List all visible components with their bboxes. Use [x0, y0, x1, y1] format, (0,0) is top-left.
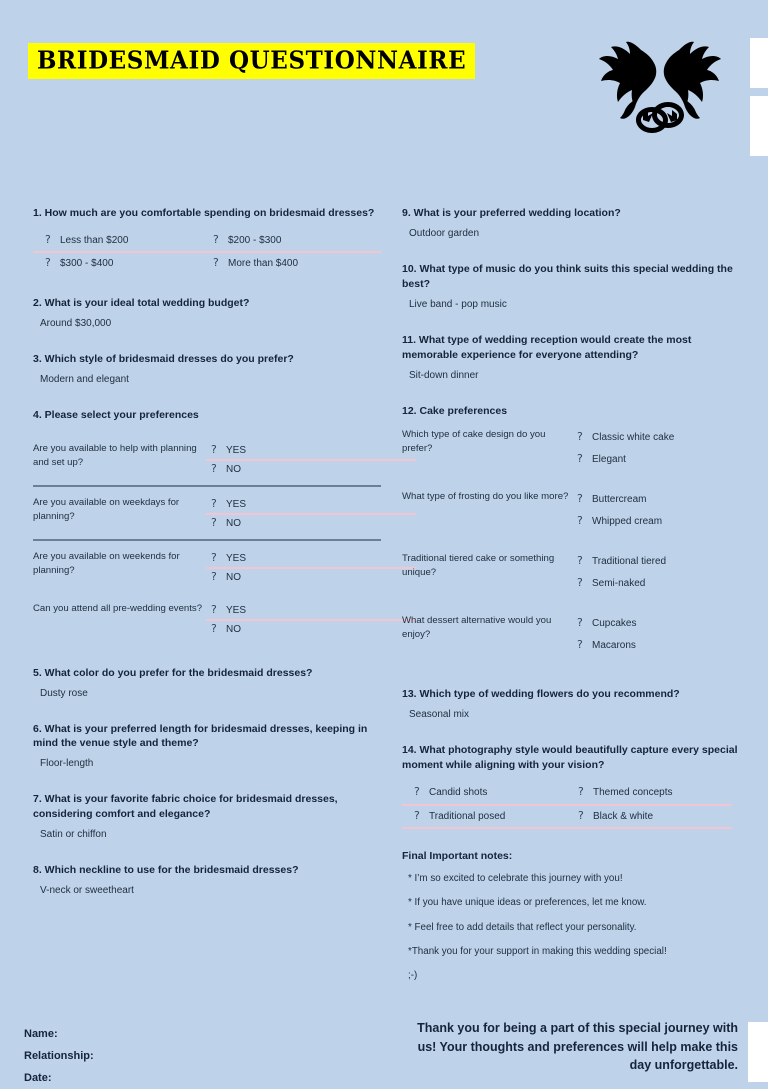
- question-4-block: [33, 408, 381, 645]
- row-options: [577, 428, 742, 471]
- field-label-name[interactable]: Name:: [24, 1028, 58, 1040]
- option-label: Traditional tiered: [592, 556, 667, 568]
- question-6-text: 6. What is your preferred length for bridesmaid dresses, keeping in mind the venue style and theme?: [33, 722, 368, 750]
- option-label: NO: [226, 518, 241, 530]
- option-item[interactable]: [414, 806, 578, 828]
- question-10-answer[interactable]: Live band - pop music: [409, 298, 507, 310]
- option-label: Macarons: [592, 639, 636, 651]
- option-label: Traditional posed: [429, 810, 506, 822]
- option-item[interactable]: [213, 230, 381, 252]
- row-prompt: Can you attend all pre-wedding events?: [33, 602, 203, 614]
- option-item[interactable]: [577, 512, 742, 534]
- option-item[interactable]: [211, 602, 416, 620]
- option-item[interactable]: [45, 253, 213, 275]
- row-options: [577, 490, 742, 533]
- question-3-answer[interactable]: Modern and elegant: [40, 373, 129, 385]
- question-11-block: [402, 333, 742, 383]
- row-prompt: What dessert alternative would you enjoy?: [402, 615, 552, 641]
- option-label: Less than $200: [60, 234, 129, 246]
- question-13-text: 13. Which type of wedding flowers do you recommend?: [402, 688, 680, 701]
- checkbox-icon[interactable]: ?: [577, 575, 583, 589]
- option-label: Whipped cream: [592, 515, 663, 527]
- note-line: * Feel free to add details that reflect your personality.: [408, 921, 637, 933]
- option-label: Candid shots: [429, 787, 488, 799]
- questionnaire-body: [0, 206, 768, 996]
- note-line: * I’m so excited to celebrate this journey with you!: [408, 872, 623, 884]
- checkbox-icon[interactable]: ?: [211, 442, 217, 456]
- option-item[interactable]: [578, 782, 742, 804]
- question-2-text: 2. What is your ideal total wedding budget?: [33, 296, 250, 309]
- note-line: *Thank you for your support in making this wedding special!: [408, 945, 667, 957]
- checkbox-icon[interactable]: ?: [577, 430, 583, 444]
- checkbox-icon[interactable]: ?: [213, 232, 219, 246]
- option-item[interactable]: [211, 550, 416, 568]
- question-14-options: [414, 782, 742, 829]
- question-6-block: [33, 722, 381, 772]
- checkbox-icon[interactable]: ?: [45, 256, 51, 270]
- question-9-text: 9. What is your preferred wedding location?: [402, 207, 621, 219]
- checkbox-icon[interactable]: ?: [211, 602, 217, 616]
- option-label: Classic white cake: [592, 432, 675, 444]
- option-label: YES: [226, 498, 247, 510]
- option-item[interactable]: [45, 230, 213, 252]
- table-row: [33, 593, 381, 645]
- question-1-block: [33, 206, 381, 275]
- question-8-block: [33, 863, 381, 898]
- table-row: [33, 433, 381, 485]
- field-label-date[interactable]: Date:: [24, 1072, 52, 1084]
- question-9-block: [402, 206, 742, 241]
- note-line: * If you have unique ideas or preferences, let me know.: [408, 897, 647, 909]
- option-label: Semi-naked: [592, 577, 646, 589]
- checkbox-icon[interactable]: ?: [578, 808, 584, 822]
- checkbox-icon[interactable]: ?: [414, 808, 420, 822]
- edge-placeholder-box-1: [750, 38, 768, 88]
- option-item[interactable]: [414, 782, 578, 804]
- row-prompt: Traditional tiered cake or something unique?: [402, 553, 555, 579]
- question-4-text: 4. Please select your preferences: [33, 408, 199, 421]
- option-label: NO: [226, 624, 241, 636]
- option-label: NO: [226, 572, 241, 584]
- option-item[interactable]: [211, 621, 416, 639]
- question-7-text: 7. What is your favorite fabric choice for bridesmaid dresses, considering comfort and elegance?: [33, 793, 338, 821]
- option-label: More than $400: [228, 258, 299, 270]
- option-item[interactable]: [577, 574, 742, 596]
- table-row: [33, 487, 381, 539]
- checkbox-icon[interactable]: ?: [577, 513, 583, 527]
- option-label: Cupcakes: [592, 618, 637, 630]
- question-14-text: 14. What photography style would beautifully capture every special moment while aligning with your vision?: [402, 744, 738, 772]
- question-1-options: [45, 230, 381, 275]
- page-footer: [0, 1005, 768, 1082]
- page-header: [0, 0, 768, 175]
- option-label: NO: [226, 464, 241, 476]
- option-item[interactable]: [211, 461, 416, 479]
- checkbox-icon[interactable]: ?: [578, 785, 584, 799]
- question-1-text: 1. How much are you comfortable spending on bridesmaid dresses?: [33, 207, 375, 219]
- checkbox-icon[interactable]: ?: [577, 492, 583, 506]
- question-2-answer[interactable]: Around $30,000: [40, 317, 112, 329]
- checkbox-icon[interactable]: ?: [211, 622, 217, 636]
- pink-underline: [402, 827, 732, 829]
- option-item[interactable]: [211, 569, 416, 587]
- table-row: [402, 480, 742, 542]
- left-column: [33, 206, 381, 919]
- row-options: [211, 550, 416, 587]
- question-12-text: 12. Cake preferences: [402, 404, 508, 417]
- question-5-answer[interactable]: Dusty rose: [40, 687, 88, 699]
- option-item[interactable]: [577, 636, 742, 658]
- option-item[interactable]: [211, 496, 416, 514]
- option-item[interactable]: [211, 515, 416, 533]
- option-label: Elegant: [592, 453, 626, 465]
- row-options: [211, 602, 416, 639]
- question-11-answer[interactable]: Sit-down dinner: [409, 369, 479, 381]
- checkbox-icon[interactable]: ?: [211, 462, 217, 476]
- signature-fields: [24, 1023, 94, 1089]
- checkbox-icon[interactable]: ?: [211, 570, 217, 584]
- checkbox-icon[interactable]: ?: [577, 554, 583, 568]
- checkbox-icon[interactable]: ?: [213, 256, 219, 270]
- row-options: [211, 442, 416, 479]
- question-12-block: [402, 404, 742, 667]
- option-label: YES: [226, 604, 247, 616]
- final-notes-title: Final Important notes:: [402, 850, 513, 863]
- question-11-text: 11. What type of wedding reception would create the most memorable experience for everyone attending?: [402, 333, 692, 361]
- question-10-text: 10. What type of music do you think suits this special wedding the best?: [402, 262, 733, 290]
- checkbox-icon[interactable]: ?: [211, 516, 217, 530]
- table-row: [402, 604, 742, 666]
- row-options: [211, 496, 416, 533]
- option-label: Buttercream: [592, 494, 647, 506]
- option-label: Themed concepts: [593, 787, 673, 799]
- question-6-answer[interactable]: Floor-length: [40, 758, 94, 770]
- edge-placeholder-box-2: [750, 96, 768, 156]
- question-3-block: [33, 352, 381, 387]
- option-label: YES: [226, 552, 247, 564]
- question-13-answer[interactable]: Seasonal mix: [409, 709, 470, 721]
- table-row: [402, 418, 742, 480]
- question-10-block: [402, 262, 742, 312]
- thank-you-message: Thank you for being a part of this special journey with us! Your thoughts and preferences will help make this day unforgettable.: [417, 1021, 738, 1072]
- field-label-relationship[interactable]: Relationship:: [24, 1050, 94, 1062]
- row-prompt: Which type of cake design do you prefer?: [402, 429, 546, 455]
- question-7-answer[interactable]: Satin or chiffon: [40, 829, 107, 841]
- option-item[interactable]: [577, 450, 742, 472]
- option-item[interactable]: [578, 806, 742, 828]
- note-line: ;-): [408, 970, 418, 982]
- option-item[interactable]: [577, 490, 742, 512]
- page-title: BRIDESMAID QUESTIONNAIRE: [28, 43, 475, 79]
- option-label: YES: [226, 444, 247, 456]
- table-row: [33, 541, 381, 593]
- option-label: Black & white: [593, 810, 654, 822]
- checkbox-icon[interactable]: ?: [211, 550, 217, 564]
- row-options: [577, 552, 742, 595]
- checkbox-icon[interactable]: ?: [45, 232, 51, 246]
- checkbox-icon[interactable]: ?: [577, 637, 583, 651]
- row-prompt: What type of frosting do you like more?: [402, 491, 569, 503]
- option-item[interactable]: [211, 442, 416, 460]
- question-8-answer[interactable]: V-neck or sweetheart: [40, 885, 134, 897]
- checkbox-icon[interactable]: ?: [414, 785, 420, 799]
- title-container: [28, 43, 475, 77]
- row-prompt: Are you available to help with planning and set up?: [33, 442, 197, 468]
- question-5-block: [33, 666, 381, 701]
- right-column: [402, 206, 742, 1005]
- question-14-block: [402, 743, 742, 829]
- question-9-answer[interactable]: Outdoor garden: [409, 227, 480, 239]
- option-item[interactable]: [577, 552, 742, 574]
- preferences-table: [33, 433, 381, 645]
- question-8-text: 8. Which neckline to use for the bridesmaid dresses?: [33, 864, 299, 877]
- question-7-block: [33, 792, 381, 842]
- option-item[interactable]: [577, 428, 742, 450]
- option-label: $200 - $300: [228, 234, 282, 246]
- option-item[interactable]: [213, 253, 381, 275]
- question-13-block: [402, 687, 742, 722]
- cake-preferences-table: [402, 418, 742, 666]
- final-notes-block: [402, 850, 742, 983]
- two-doves-with-wedding-rings-icon: [586, 30, 734, 142]
- checkbox-icon[interactable]: ?: [577, 451, 583, 465]
- option-item[interactable]: [577, 614, 742, 636]
- checkbox-icon[interactable]: ?: [577, 616, 583, 630]
- question-3-text: 3. Which style of bridesmaid dresses do you prefer?: [33, 352, 294, 365]
- question-2-block: [33, 296, 381, 331]
- option-label: $300 - $400: [60, 258, 114, 270]
- question-5-text: 5. What color do you prefer for the bridesmaid dresses?: [33, 666, 313, 679]
- row-options: [577, 614, 742, 657]
- checkbox-icon[interactable]: ?: [211, 496, 217, 510]
- row-prompt: Are you available on weekends for planning?: [33, 550, 180, 576]
- table-row: [402, 542, 742, 604]
- row-prompt: Are you available on weekdays for planning?: [33, 496, 180, 522]
